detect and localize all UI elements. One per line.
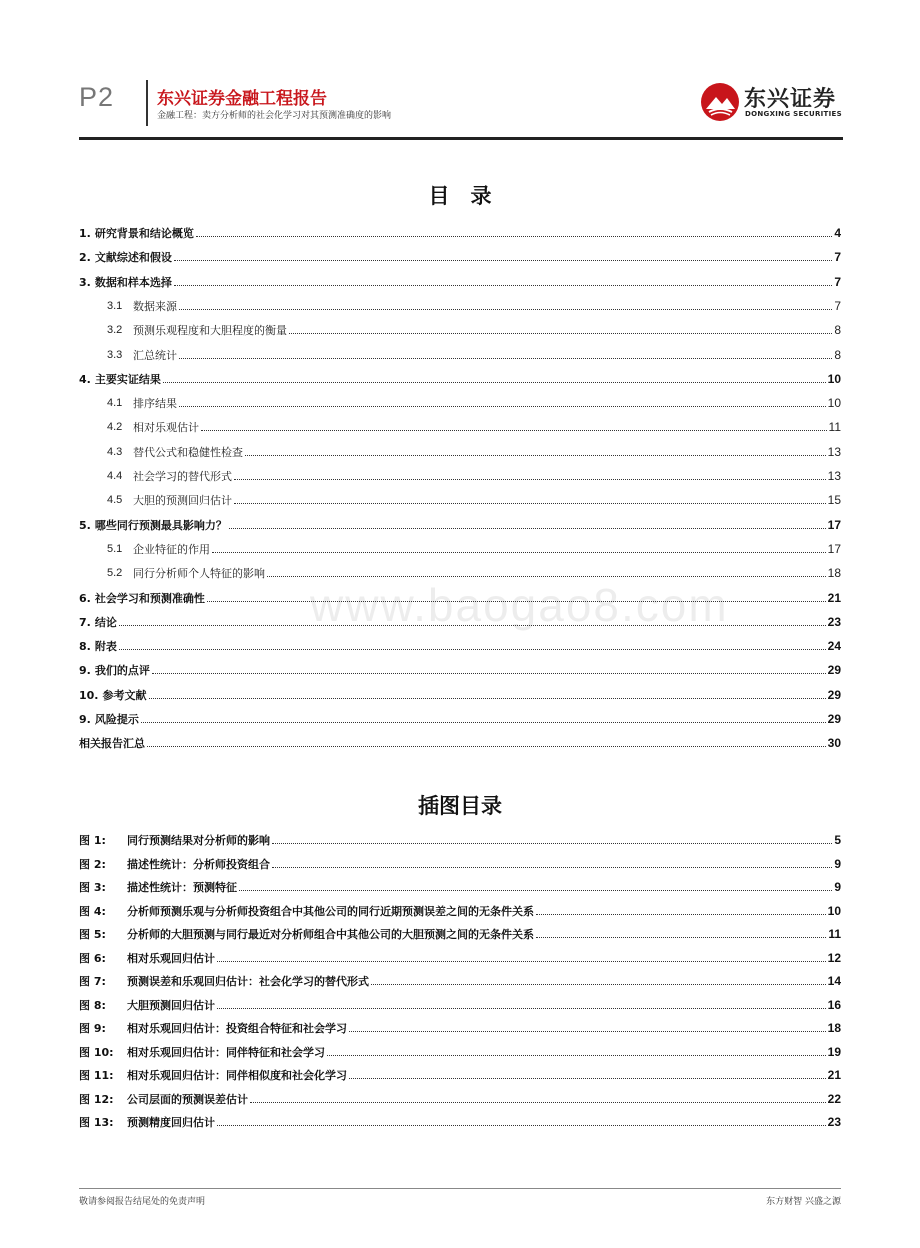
toc-entry[interactable]	[79, 271, 841, 289]
toc-entry[interactable]	[79, 319, 841, 337]
dot-leader	[174, 260, 832, 261]
figure-label: 分析师的大胆预测与同行最近对分析师组合中其他公司的大胆预测之间的无条件关系	[127, 928, 534, 941]
figure-entry[interactable]	[79, 947, 841, 965]
dot-leader	[179, 406, 826, 407]
figure-entry[interactable]	[79, 829, 841, 847]
dot-leader	[371, 984, 826, 985]
dot-leader	[201, 430, 827, 431]
toc-entry-number: 4.4	[107, 470, 123, 482]
toc-entry-label: 相对乐观估计	[133, 421, 199, 435]
dot-leader	[349, 1078, 826, 1079]
figure-page-number: 16	[827, 997, 841, 1012]
toc-entry-label: 预测乐观程度和大胆程度的衡量	[133, 324, 287, 338]
dot-leader	[239, 890, 832, 891]
page-header	[0, 0, 920, 140]
dot-leader	[119, 649, 826, 650]
toc-entry-page: 4	[834, 226, 841, 240]
watermark: www.baogao8.com	[310, 579, 729, 631]
dot-leader	[174, 285, 832, 286]
toc-entry[interactable]	[79, 392, 841, 410]
figure-label: 相对乐观回归估计：投资组合特征和社会学习	[127, 1022, 347, 1035]
dot-leader	[272, 867, 832, 868]
toc-entry-page: 29	[827, 687, 841, 702]
toc-entry-number: 10.	[79, 688, 99, 702]
toc-entry-number: 4.	[79, 372, 91, 386]
figure-label: 相对乐观回归估计	[127, 951, 215, 965]
toc-entry[interactable]	[79, 514, 841, 532]
logo-text-cn: 东兴证券	[744, 87, 837, 112]
dot-leader	[234, 479, 826, 480]
toc-entry-page: 17	[827, 541, 841, 556]
dot-leader	[141, 722, 826, 723]
toc-entry-number: 4.3	[107, 445, 123, 458]
figure-label: 预测精度回归估计	[127, 1116, 215, 1129]
figure-number: 图 9:	[79, 1022, 106, 1035]
toc-entry-page: 18	[827, 566, 841, 581]
toc-entry[interactable]	[79, 732, 841, 750]
toc-entry-label: 数据来源	[133, 299, 177, 313]
toc-entry-page: 17	[827, 517, 841, 532]
toc-entry-page: 29	[827, 663, 841, 678]
toc-entry[interactable]	[79, 295, 841, 313]
toc-entry-label: 我们的点评	[94, 664, 150, 678]
toc-entry-label: 企业特征的作用	[133, 542, 210, 556]
toc-entry-page: 8	[834, 323, 841, 338]
dot-leader	[217, 1008, 826, 1009]
figure-label: 公司层面的预测误差估计	[127, 1092, 248, 1106]
company-logo	[700, 80, 850, 126]
figure-entry[interactable]	[79, 1088, 841, 1106]
report-title: 东兴证券金融工程报告	[157, 89, 327, 109]
figure-page-number: 14	[827, 974, 841, 988]
toc-entry-label: 社会学习的替代形式	[133, 470, 232, 483]
figure-label: 大胆预测回归估计	[127, 998, 215, 1012]
toc-entry-number: 7.	[79, 615, 91, 629]
figure-number: 图 2:	[79, 857, 106, 871]
toc-entry-label: 同行分析师个人特征的影响	[133, 567, 265, 581]
toc-entry[interactable]	[79, 246, 841, 264]
toc-entry-label: 替代公式和稳健性检查	[133, 445, 243, 459]
toc-entry-label: 汇总统计	[133, 348, 177, 362]
toc-entry-label: 文献综述和假设	[94, 251, 172, 265]
toc-entry-label: 参考文献	[102, 688, 147, 702]
figure-page-number: 11	[828, 927, 841, 941]
toc-entry[interactable]	[79, 368, 841, 386]
dot-leader	[179, 358, 832, 359]
toc-entry-page: 30	[827, 736, 841, 751]
footer-disclaimer: 敬请参阅报告结尾处的免责声明	[79, 1197, 206, 1207]
dot-leader	[196, 236, 832, 237]
toc-entry[interactable]	[79, 416, 841, 434]
dot-leader	[217, 1125, 826, 1126]
toc-entry-number: 6.	[79, 591, 91, 605]
figure-entry[interactable]	[79, 876, 841, 894]
toc-entry-number: 5.1	[107, 542, 123, 555]
toc-entry-label: 排序结果	[133, 397, 177, 411]
toc-entry[interactable]	[79, 222, 841, 240]
toc-entry-number: 3.1	[107, 299, 123, 312]
toc-entry-page: 21	[827, 590, 841, 605]
toc-entry-number: 1.	[79, 227, 91, 240]
report-subtitle: 金融工程：卖方分析师的社会化学习对其预测准确度的影响	[157, 111, 392, 121]
figure-page-number: 5	[834, 833, 841, 847]
toc-entry[interactable]	[79, 635, 841, 653]
figure-number: 图 10:	[79, 1045, 114, 1059]
figure-page-number: 22	[827, 1091, 841, 1106]
toc-entry[interactable]	[79, 538, 841, 556]
dot-leader	[349, 1031, 826, 1032]
toc-entry-number: 9.	[79, 713, 91, 726]
figure-label: 相对乐观回归估计：同伴相似度和社会化学习	[127, 1069, 347, 1082]
toc-entry-label: 风险提示	[94, 713, 139, 726]
toc-entry[interactable]	[79, 708, 841, 726]
toc-entry-label: 大胆的预测回归估计	[133, 494, 232, 508]
dot-leader	[289, 333, 832, 334]
dot-leader	[327, 1055, 826, 1056]
toc-entry-number: 5.	[79, 518, 91, 532]
figure-label: 预测误差和乐观回归估计：社会化学习的替代形式	[127, 975, 369, 988]
dot-leader	[149, 698, 826, 699]
toc-entry-number: 3.3	[107, 348, 123, 361]
dot-leader	[119, 625, 826, 626]
dot-leader	[163, 382, 826, 383]
toc-entry-label: 附表	[94, 640, 117, 654]
toc-entry-label: 结论	[94, 615, 117, 629]
figure-number: 图 11:	[79, 1069, 114, 1082]
toc-entry-number: 5.2	[107, 567, 123, 580]
figure-entry[interactable]	[79, 900, 841, 918]
figure-page-number: 18	[827, 1021, 841, 1035]
figure-page-number: 23	[827, 1115, 841, 1129]
figure-page-number: 12	[827, 950, 841, 965]
footer-slogan: 东方财智 兴盛之源	[766, 1197, 841, 1207]
figure-number: 图 6:	[79, 951, 106, 965]
toc-entry-number: 4.5	[107, 494, 123, 507]
figure-label: 同行预测结果对分析师的影响	[127, 834, 270, 847]
toc-entry-page: 7	[834, 250, 841, 265]
figure-label: 描述性统计：分析师投资组合	[127, 857, 270, 871]
figure-number: 图 5:	[79, 928, 106, 941]
figure-entry[interactable]	[79, 923, 841, 941]
dot-leader	[234, 503, 826, 504]
toc-entry-page: 23	[827, 614, 841, 629]
dot-leader	[272, 843, 832, 844]
toc-entry[interactable]	[79, 441, 841, 459]
dot-leader	[207, 601, 826, 602]
logo-text-en: DONGXING SECURITIES	[745, 110, 842, 118]
dot-leader	[536, 914, 826, 915]
figure-entry[interactable]	[79, 970, 841, 988]
toc-entry[interactable]	[79, 489, 841, 507]
figure-number: 图 7:	[79, 975, 106, 988]
figure-label: 相对乐观回归估计：同伴特征和社会学习	[127, 1045, 325, 1059]
figure-entry[interactable]	[79, 1017, 841, 1035]
toc-entry-page: 8	[834, 347, 841, 362]
toc-entry[interactable]	[79, 344, 841, 362]
toc-entry-page: 11	[828, 420, 841, 435]
figure-number: 图 3:	[79, 881, 106, 894]
figure-number: 图 12:	[79, 1092, 114, 1106]
toc-entry-label: 社会学习和预测准确性	[94, 591, 205, 605]
toc-entry-label: 数据和样本选择	[94, 275, 172, 289]
toc-entry-label: 研究背景和结论概览	[94, 227, 194, 240]
toc-entry-page: 15	[827, 493, 841, 508]
figures-title: 插图目录	[418, 794, 502, 818]
toc-entry-number: 2.	[79, 251, 91, 265]
toc-entry[interactable]	[79, 611, 841, 629]
toc-entry[interactable]	[79, 562, 841, 580]
figure-page-number: 9	[834, 856, 841, 871]
toc-entry-number: 9.	[79, 664, 91, 678]
figure-page-number: 21	[827, 1068, 841, 1082]
figure-label: 描述性统计：预测特征	[127, 881, 237, 894]
toc-entry-number: 3.2	[107, 324, 123, 337]
figure-number: 图 1:	[79, 834, 106, 847]
toc-entry-number: 3.	[79, 275, 91, 289]
toc-entry-page: 13	[827, 444, 841, 459]
figure-number: 图 4:	[79, 904, 106, 918]
dot-leader	[147, 746, 826, 747]
dot-leader	[267, 576, 826, 577]
toc-entry[interactable]	[79, 659, 841, 677]
toc-entry-page: 7	[834, 298, 841, 313]
toc-entry-label: 主要实证结果	[94, 372, 161, 386]
toc-entry[interactable]	[79, 587, 841, 605]
toc-entry-page: 13	[827, 469, 841, 483]
page-number: P2	[79, 82, 115, 112]
figure-page-number: 10	[827, 903, 841, 918]
figure-entry[interactable]	[79, 1064, 841, 1082]
header-divider	[146, 80, 148, 126]
dot-leader	[536, 937, 826, 938]
figure-entry[interactable]	[79, 853, 841, 871]
figure-entry[interactable]	[79, 994, 841, 1012]
figure-page-number: 19	[827, 1044, 841, 1059]
toc-entry[interactable]	[79, 684, 841, 702]
toc-entry[interactable]	[79, 465, 841, 483]
toc-entry-page: 7	[834, 274, 841, 289]
footer-rule	[79, 1188, 841, 1189]
toc-entry-page: 10	[827, 371, 841, 386]
dot-leader	[217, 961, 826, 962]
toc-entry-page: 24	[827, 639, 841, 654]
dot-leader	[250, 1102, 826, 1103]
toc-entry-label: 相关报告汇总	[79, 737, 145, 751]
toc-entry-label: 哪些同行预测最具影响力？	[94, 518, 227, 532]
toc-entry-number: 4.1	[107, 397, 123, 410]
dot-leader	[152, 673, 826, 674]
toc-entry-page: 10	[827, 396, 841, 411]
figure-page-number: 9	[834, 880, 841, 894]
figure-entry[interactable]	[79, 1111, 841, 1129]
figure-label: 分析师预测乐观与分析师投资组合中其他公司的同行近期预测误差之间的无条件关系	[127, 904, 534, 918]
header-rule	[79, 137, 843, 140]
dot-leader	[179, 309, 832, 310]
dot-leader	[212, 552, 826, 553]
figure-number: 图 13:	[79, 1116, 114, 1129]
toc-entry-number: 8.	[79, 640, 91, 654]
toc-entry-page: 29	[827, 712, 841, 726]
toc-entry-number: 4.2	[107, 421, 123, 434]
logo-mark-icon	[700, 82, 740, 122]
figure-entry[interactable]	[79, 1041, 841, 1059]
dot-leader	[229, 528, 826, 529]
toc-title: 目 录	[428, 184, 492, 208]
dot-leader	[245, 455, 826, 456]
figure-number: 图 8:	[79, 998, 106, 1012]
